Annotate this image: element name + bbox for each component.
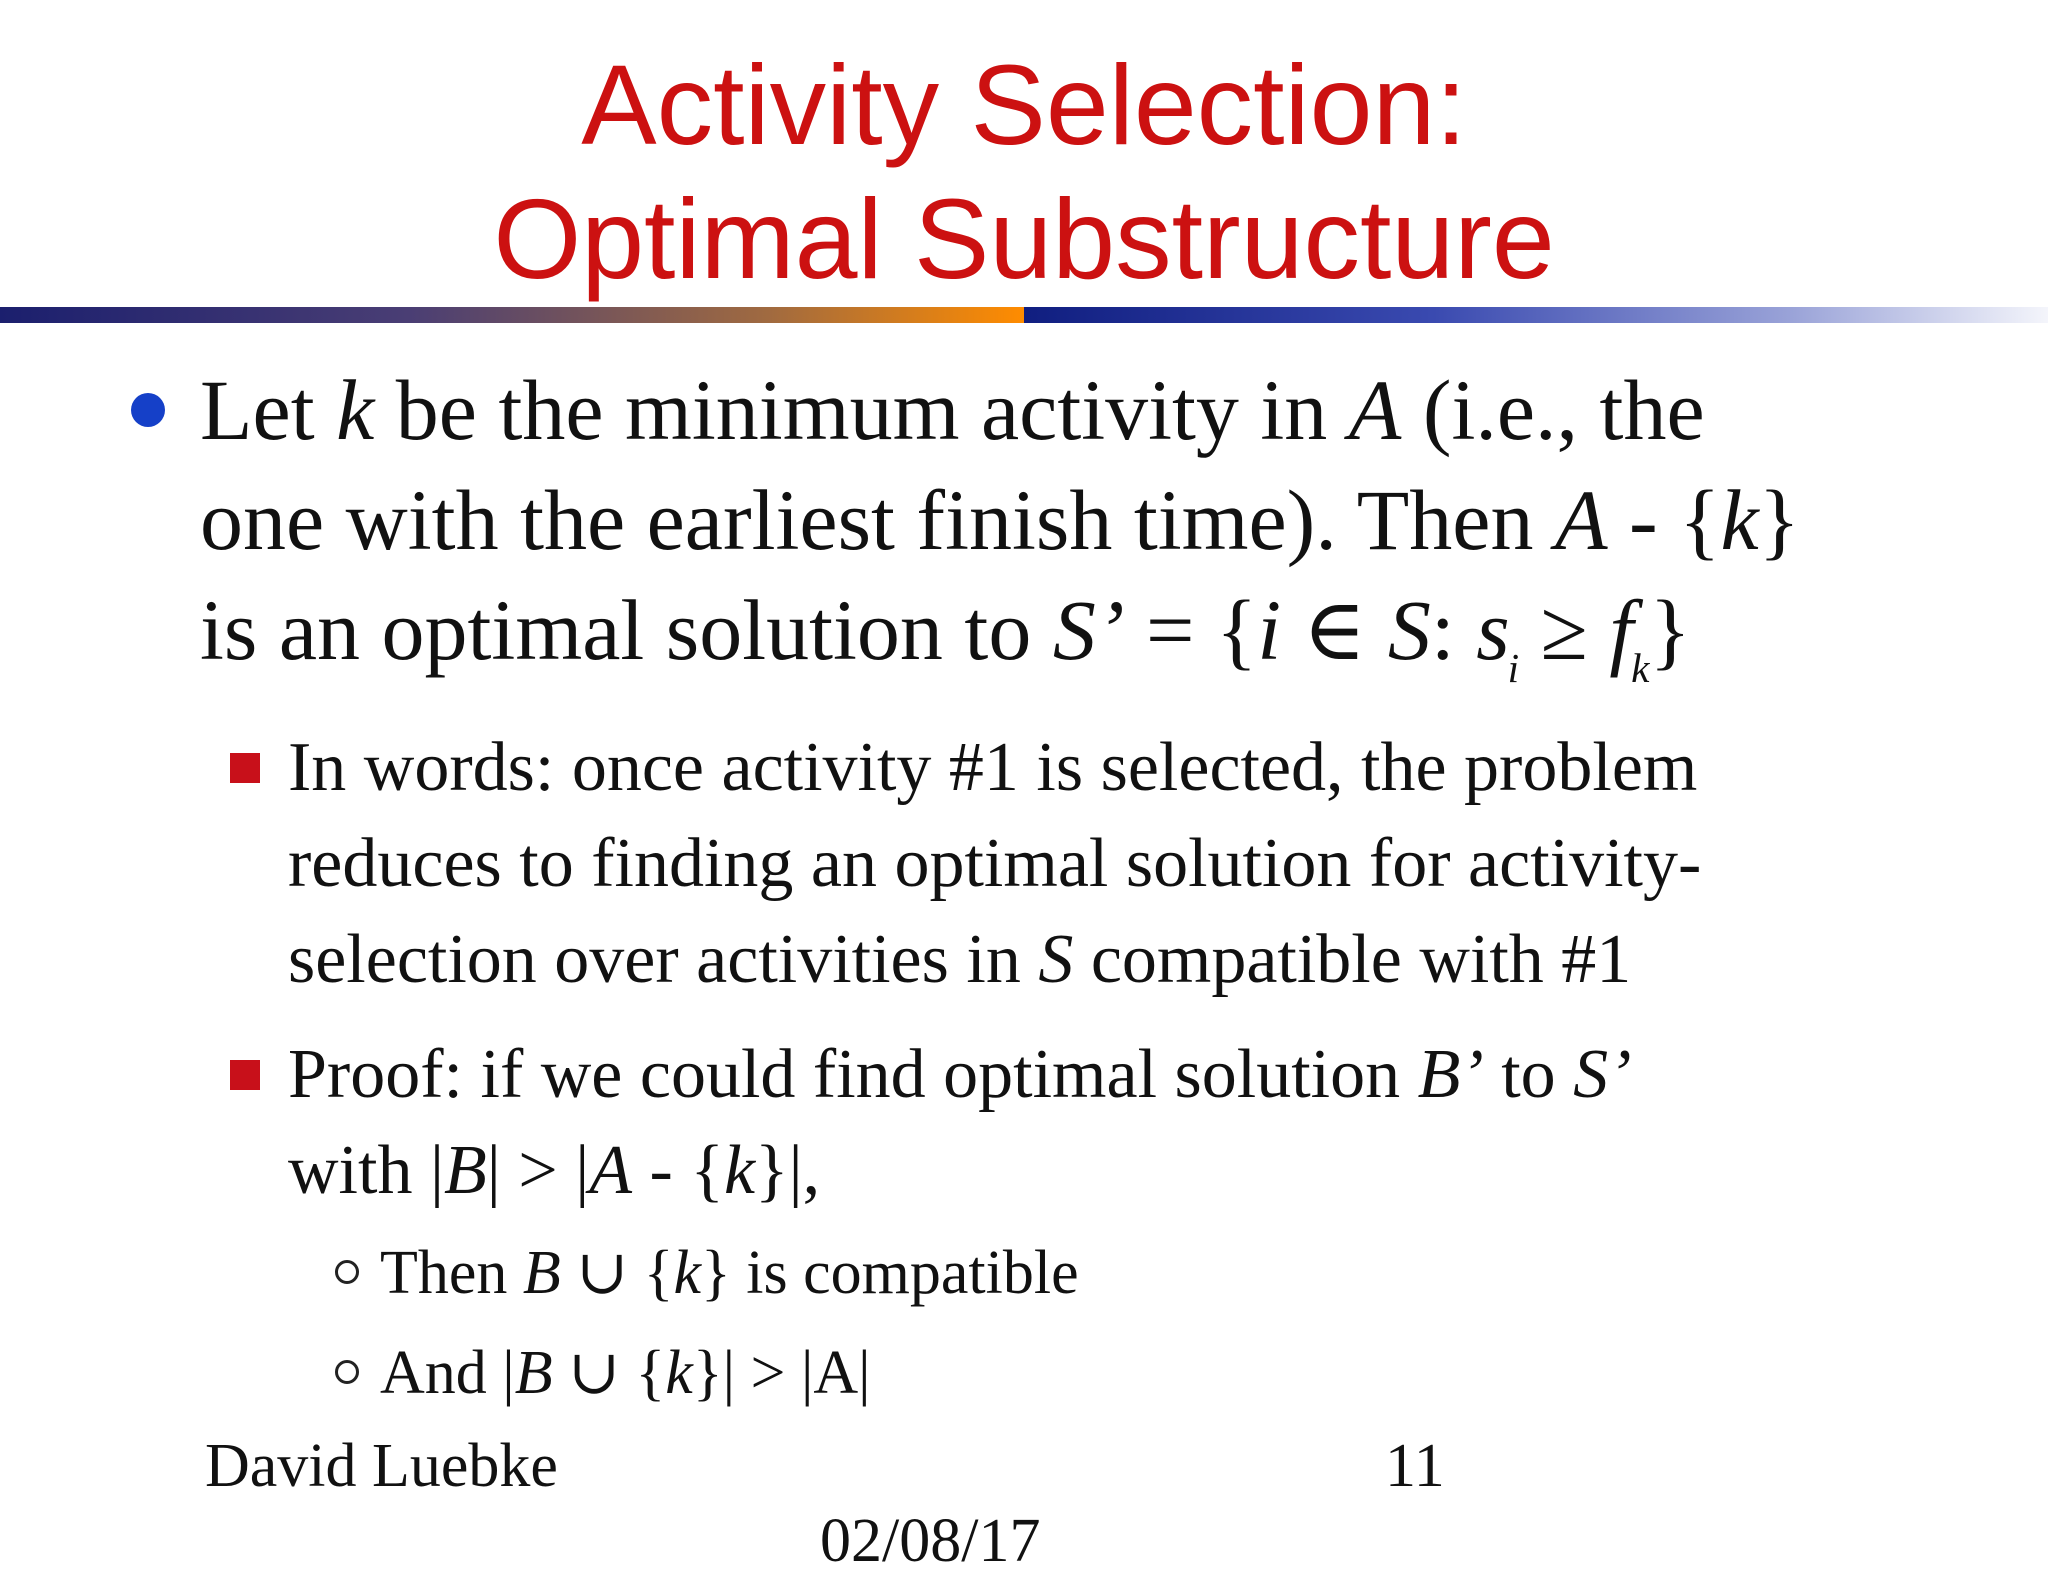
sub-bullet-1-line-3: selection over activities in S compatible with #1 [288, 921, 1632, 998]
sub-sub-bullet-2: And |B ∪ {k}| > |A| [380, 1339, 871, 1407]
circle-bullet-icon [335, 1360, 359, 1384]
sub-bullet-icon [230, 753, 260, 783]
footer-page-number: 11 [1385, 1432, 1445, 1500]
title-divider [0, 307, 2048, 323]
sub-bullet-1-line-2: reduces to finding an optimal solution for activity- [288, 825, 1702, 902]
slide-title [0, 38, 2048, 306]
title-line-2: Optimal Substructure [493, 176, 1555, 302]
main-bullet-icon [131, 393, 165, 427]
circle-bullet-icon [335, 1260, 359, 1284]
title-line-1: Activity Selection: [581, 42, 1467, 168]
main-bullet-line-1: Let k be the minimum activity in A (i.e., the [200, 362, 1705, 458]
main-bullet-line-3: is an optimal solution to S’ = {i ∈ S: $s_i \ge f_k$} [200, 582, 1691, 691]
footer-date: 02/08/17 [820, 1507, 1041, 1575]
sub-bullet-1-line-1: In words: once activity #1 is selected, the problem [288, 729, 1698, 806]
sub-bullet-icon [230, 1060, 260, 1090]
sub-bullet-2-line-2: with |B| > |A - {k}|, [288, 1132, 821, 1209]
main-bullet-line-2: one with the earliest finish time). Then A - {k} [200, 472, 1800, 568]
sub-bullet-2-line-1: Proof: if we could find optimal solution B’ to S’ [288, 1036, 1632, 1113]
footer-author: David Luebke [205, 1432, 558, 1500]
sub-sub-bullet-1: Then B ∪ {k} is compatible [380, 1239, 1079, 1307]
